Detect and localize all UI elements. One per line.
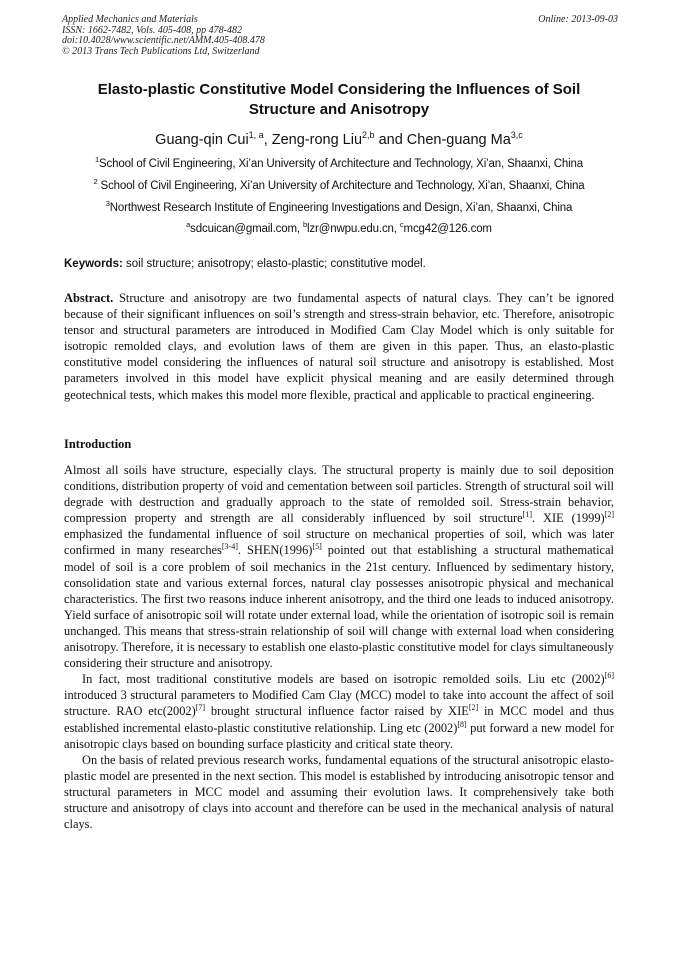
text-run: . SHEN(1996)	[237, 543, 313, 558]
abstract-label: Abstract.	[64, 291, 114, 305]
text-run: introduced 3 structural parameters to Modified Cam Clay (MCC) model to take into account the affect of soil structure. RAO etc(2002)	[64, 688, 614, 719]
affiliation-3	[30, 201, 648, 216]
author-affil-mark: 2,b	[362, 130, 375, 140]
intro-paragraph-1	[64, 462, 614, 671]
author-name: Guang-qin Cui	[155, 132, 249, 148]
email-list	[30, 222, 648, 237]
doi-line: doi:10.4028/www.scientific.net/AMM.405-408.478	[62, 35, 265, 47]
email-mark: a	[186, 220, 191, 229]
citation-ref[interactable]: [2]	[604, 510, 614, 520]
citation-ref[interactable]: [5]	[312, 542, 322, 552]
title-line-2: Structure and Anisotropy	[248, 101, 430, 118]
title-line-1: Elasto-plastic Constitutive Model Considering the Influences of Soil	[97, 81, 581, 98]
affil-mark: 2	[93, 177, 98, 186]
email-mark: b	[303, 220, 308, 229]
section-heading-introduction: Introduction	[64, 437, 132, 451]
affil-text: School of Civil Engineering, Xi’an University of Architecture and Technology, Xi’an, Shaanxi, China	[99, 158, 583, 170]
intro-paragraph-3: On the basis of related previous research works, fundamental equations of the structural anisotropic elasto-plastic model are presented in the next section. This model is established by introducing anisotropic tensor and structural parameters in MCC model and assuming their evolution laws. It comprehensively take both structure and anisotropy of clays into account and therefore can be used in the mechanical analysis of natural clays.	[64, 752, 614, 832]
affiliation-1	[30, 157, 648, 172]
keywords-text: soil structure; anisotropy; elasto-plastic; constitutive model.	[122, 258, 426, 270]
citation-ref[interactable]: [2]	[468, 703, 479, 713]
text-run: put forward a new model for anisotropic clays based on bounding surface plasticity and critical state theory.	[64, 720, 614, 751]
text-run: pointed out that establishing a structural mathematical model of soil is a core problem of soil mechanics in the 21st century. Influenced by sedimentary history, consolidation state and various external forces, natural clay possesses anisotropic physical and mechanical characteristics. The first two reasons induce inherent anisotropy, and the third one leads to induced anisotropy. Yield surface of anisotropic soil will rotate under external load, while the orientation of isotropic soil is remain unchanged. This means that stress-strain relationship of soil will change with external load when considering anisotropy. Therefore, it is necessary to establish one elasto-plastic constitutive model for clays simultaneously considering their structure and anisotropy.	[64, 543, 614, 671]
author-affil-mark: 1, a	[248, 130, 264, 140]
text-run: in MCC model and thus established incremental elasto-plastic constitutive relationship. Ling etc (2002)	[64, 704, 614, 735]
text-run: Almost all soils have structure, especially clays. The structural property is mainly due to soil deposition conditions, distribution property of void and cementation between soil particles. Strength of structural soil will degrade with destruction and gradually approach to the state of remolded soil. Stress-strain behavior, compression property and strength are all considerably influenced by soil structure	[64, 463, 614, 526]
email-link[interactable]: lzr@nwpu.edu.cn,	[307, 223, 400, 235]
citation-ref[interactable]: [1]	[522, 510, 532, 520]
author-list	[40, 130, 638, 150]
citation-ref[interactable]: [7]	[195, 703, 206, 713]
author-separator: and	[374, 132, 407, 148]
affiliation-2	[30, 179, 648, 194]
text-run: emphasized the fundamental influence of soil structure on mechanical properties of soil, which was later confirmed in many researches	[64, 527, 614, 558]
email-mark: c	[399, 220, 404, 229]
paper-title	[40, 80, 638, 120]
affil-mark: 3	[105, 199, 110, 208]
copyright-line: © 2013 Trans Tech Publications Ltd, Switzerland	[62, 45, 260, 57]
email-link[interactable]: mcg42@126.com	[403, 223, 492, 235]
abstract-text: Structure and anisotropy are two fundamental aspects of natural clays. They can’t be ignored because of their significant influences on soil’s strength and stress-strain behavior, etc. Therefore, anisotropic tensor and structural parameters are introduced in Modified Cam Clay Model which is only suitable for isotropic remolded clays, and evolution laws of them are given in this paper. Thus, an elasto-plastic constitutive model considering the influences of natural soil structure and anisotropy is established. Most parameters involved in this model have explicit physical meaning and are easily determined through geotechnical tests, which makes this model more flexible, practical and applicable to practical engineering.	[64, 291, 614, 402]
author-affil-mark: 3,c	[510, 130, 523, 140]
intro-paragraph-2	[64, 671, 614, 751]
introduction-body	[64, 462, 614, 832]
journal-header	[62, 15, 618, 57]
keywords	[64, 257, 624, 272]
journal-name: Applied Mechanics and Materials	[62, 14, 198, 25]
online-date: Online: 2013-09-03	[538, 14, 618, 25]
affil-text: Northwest Research Institute of Engineering Investigations and Design, Xi’an, Shaanxi, China	[109, 202, 573, 214]
text-run: brought structural influence factor raised by XIE	[205, 704, 469, 719]
email-link[interactable]: sdcuican@gmail.com,	[190, 223, 303, 235]
author-name: Chen-guang Ma	[406, 132, 511, 148]
citation-ref[interactable]: [6]	[604, 671, 614, 681]
text-run: In fact, most traditional constitutive models are based on isotropic remolded soils. Liu etc (2002)	[82, 672, 605, 687]
citation-ref[interactable]: [8]	[457, 719, 467, 729]
text-run: . XIE (1999)	[531, 511, 605, 526]
abstract	[64, 290, 614, 403]
author-name: Zeng-rong Liu	[271, 132, 363, 148]
author-separator: ,	[263, 132, 272, 148]
affil-mark: 1	[94, 155, 100, 164]
issn-line: ISSN: 1662-7482, Vols. 405-408, pp 478-482	[62, 24, 242, 36]
citation-ref[interactable]: [3-4]	[221, 542, 238, 552]
keywords-label: Keywords:	[64, 258, 123, 270]
affil-text: School of Civil Engineering, Xi’an University of Architecture and Technology, Xi’an, Shaanxi, China	[97, 180, 585, 192]
